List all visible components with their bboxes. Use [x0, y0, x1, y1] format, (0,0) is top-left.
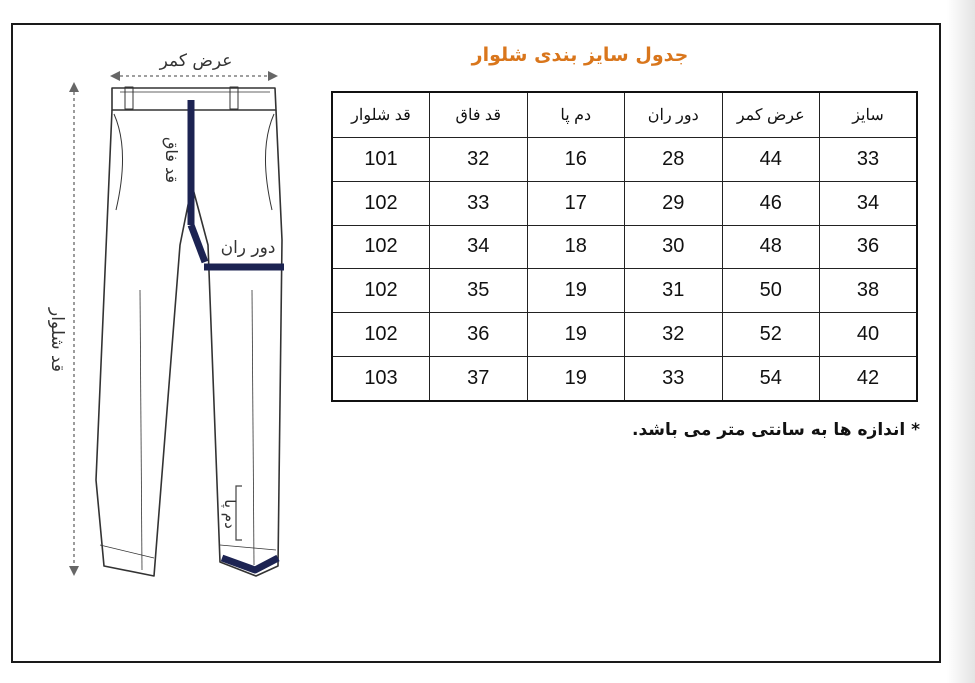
cell-length: 102 — [332, 269, 430, 313]
cell-waist: 54 — [722, 356, 820, 401]
cell-hem: 19 — [527, 313, 625, 357]
cell-rise: 33 — [430, 181, 528, 225]
cell-size: 38 — [820, 269, 918, 313]
waist-label: عرض کمر — [159, 51, 233, 71]
cell-thigh: 33 — [625, 356, 723, 401]
header-hem: دم پا — [527, 92, 625, 138]
rise-label: قد فاق — [162, 136, 181, 184]
cell-length: 101 — [332, 138, 430, 182]
cell-hem: 19 — [527, 356, 625, 401]
cell-size: 42 — [820, 356, 918, 401]
cell-length: 102 — [332, 225, 430, 269]
cell-length: 102 — [332, 181, 430, 225]
page-title: جدول سایز بندی شلوار — [471, 44, 689, 66]
hem-label: دم پا — [221, 499, 239, 529]
cell-size: 33 — [820, 138, 918, 182]
pants-diagram — [30, 40, 300, 600]
table-row — [332, 225, 917, 269]
cell-length: 103 — [332, 356, 430, 401]
cell-hem: 19 — [527, 269, 625, 313]
cell-rise: 32 — [430, 138, 528, 182]
cell-hem: 16 — [527, 138, 625, 182]
size-table — [331, 91, 918, 402]
cell-size: 40 — [820, 313, 918, 357]
cell-hem: 17 — [527, 181, 625, 225]
table-row — [332, 181, 917, 225]
cell-thigh: 31 — [625, 269, 723, 313]
cell-rise: 34 — [430, 225, 528, 269]
table-row — [332, 269, 917, 313]
cell-rise: 37 — [430, 356, 528, 401]
cell-length: 102 — [332, 313, 430, 357]
waist-arrow-head-right — [268, 71, 278, 81]
header-thigh: دور ران — [625, 92, 723, 138]
waist-arrow-head-left — [110, 71, 120, 81]
table-row — [332, 356, 917, 401]
header-size: سایز — [820, 92, 918, 138]
cell-size: 34 — [820, 181, 918, 225]
length-label: قد شلوار — [47, 307, 67, 373]
cell-thigh: 30 — [625, 225, 723, 269]
cell-rise: 35 — [430, 269, 528, 313]
cell-hem: 18 — [527, 225, 625, 269]
thigh-label: دور ران — [220, 238, 276, 258]
cell-rise: 36 — [430, 313, 528, 357]
cell-waist: 48 — [722, 225, 820, 269]
cell-waist: 52 — [722, 313, 820, 357]
table-header-row — [332, 92, 917, 138]
header-rise: قد فاق — [430, 92, 528, 138]
page-edge-shadow — [947, 0, 975, 683]
table-row — [332, 138, 917, 182]
cell-waist: 44 — [722, 138, 820, 182]
header-waist: عرض کمر — [722, 92, 820, 138]
cell-waist: 50 — [722, 269, 820, 313]
hem-marker — [222, 558, 278, 570]
header-length: قد شلوار — [332, 92, 430, 138]
cell-thigh: 29 — [625, 181, 723, 225]
table-row — [332, 313, 917, 357]
cell-thigh: 28 — [625, 138, 723, 182]
cell-thigh: 32 — [625, 313, 723, 357]
length-arrow-head-bottom — [69, 566, 79, 576]
units-note: * اندازه ها به سانتی متر می باشد. — [631, 420, 920, 440]
cell-size: 36 — [820, 225, 918, 269]
length-arrow-head-top — [69, 82, 79, 92]
rise-marker-curve — [191, 225, 205, 262]
cell-waist: 46 — [722, 181, 820, 225]
